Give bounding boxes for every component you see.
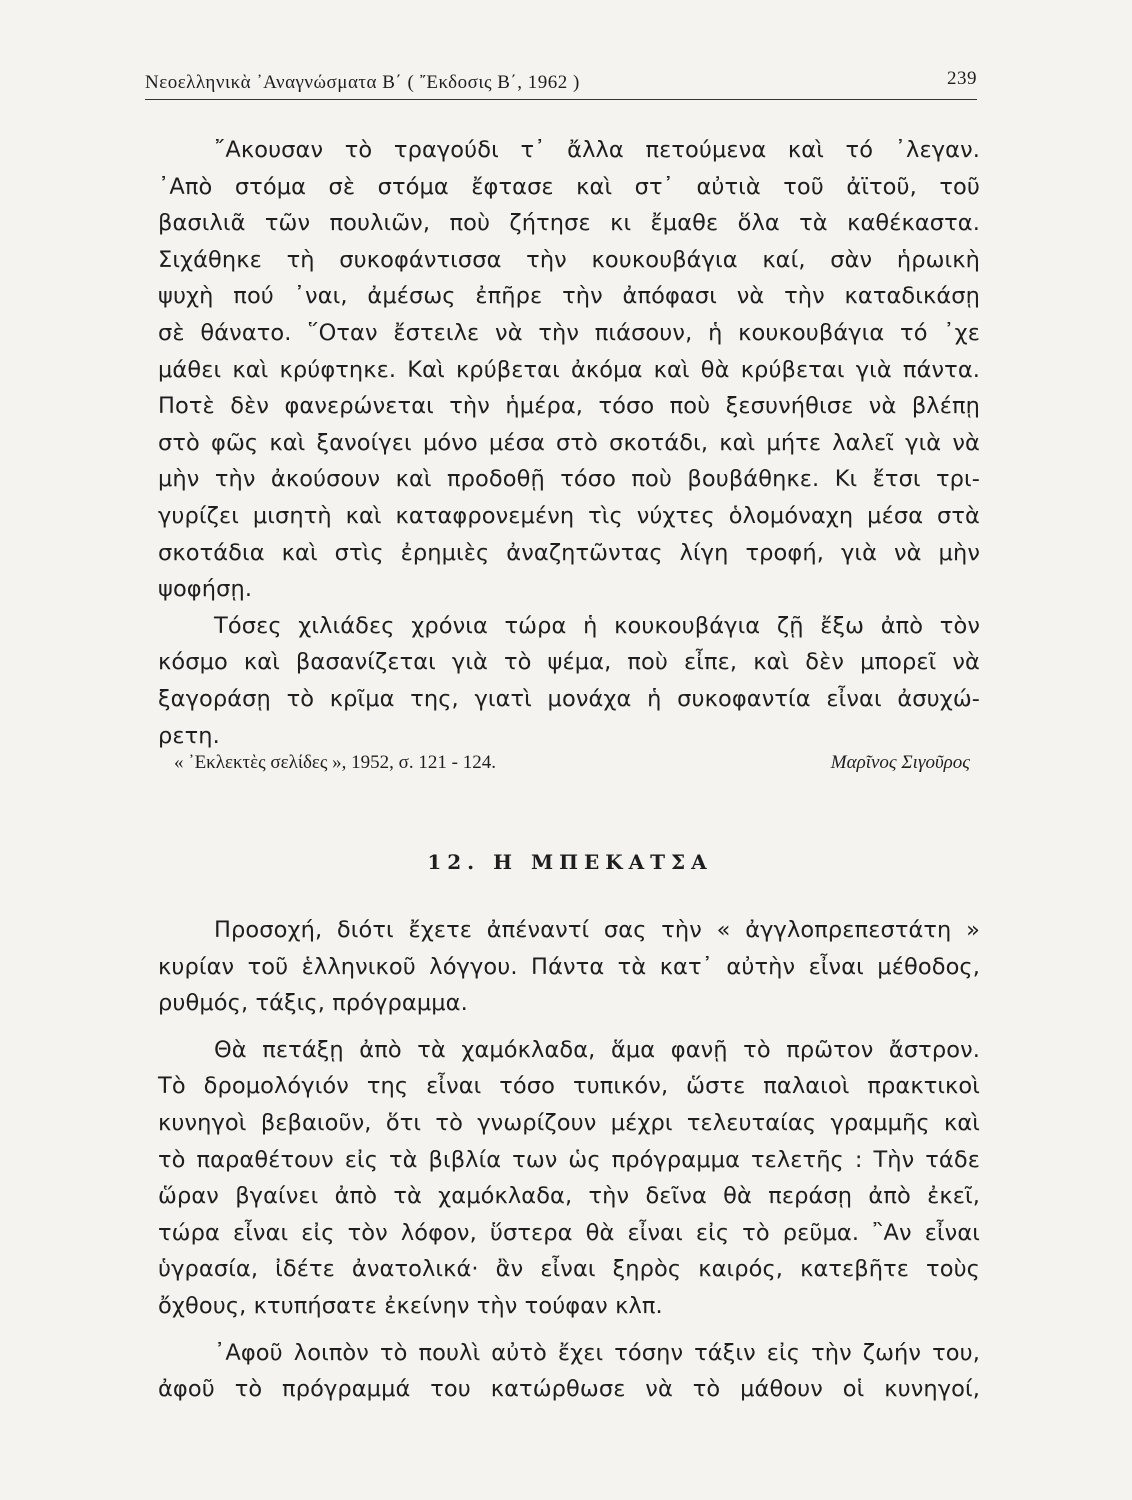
header-rule <box>145 99 977 100</box>
text-line: ᾿Αφοῦ λοιπὸν τὸ πουλὶ αὐτὸ ἔχει τόσην τάξιν εἰς τὴν ζωήν του, <box>214 1339 980 1366</box>
paragraph <box>158 912 980 1022</box>
text-line: μάθει καὶ κρύφτηκε. Καὶ κρύβεται ἀκόμα καὶ θὰ κρύβεται γιὰ πάντα. <box>158 356 980 383</box>
text-line: Τόσες χιλιάδες χρόνια τώρα ἡ κουκουβάγια ζῇ ἔξω ἀπὸ τὸν <box>214 612 980 639</box>
text-line: Τὸ δρομολόγιόν της εἶναι τόσο τυπικόν, ὥστε παλαιοὶ πρακτικοὶ <box>158 1073 980 1100</box>
text-line: κυρίαν τοῦ ἑλληνικοῦ λόγγου. Πάντα τὰ κατ᾿ αὐτὴν εἶναι μέθοδος, <box>158 953 980 980</box>
paragraph <box>158 608 980 754</box>
text-line: ρυθμός, τάξις, πρόγραμμα. <box>158 990 468 1017</box>
text-line: ῎Ακουσαν τὸ τραγούδι τ᾿ ἄλλα πετούμενα καὶ τό ᾿λεγαν. <box>214 137 980 163</box>
text-line: ψυχὴ πού ᾿ναι, ἀμέσως ἐπῆρε τὴν ἀπόφασι νὰ τὴν καταδικάσῃ <box>158 283 980 310</box>
paragraph <box>158 1032 980 1325</box>
page-number: 239 <box>947 68 977 89</box>
text-line: μὴν τὴν ἀκούσουν καὶ προδοθῇ τόσο ποὺ βουβάθηκε. Κι ἔτσι τρι- <box>158 466 980 493</box>
author-name: Μαρῖνος Σιγοῦρος <box>830 752 970 773</box>
paragraph-gap <box>158 1325 980 1335</box>
woodcock-chapter-text <box>158 912 980 1408</box>
paragraph <box>158 132 980 608</box>
text-line: ξαγοράσῃ τὸ κρῖμα της, γιατὶ μονάχα ἡ συκοφαντία εἶναι ἀσυχώ- <box>158 685 980 712</box>
running-header <box>145 68 977 98</box>
running-title: Νεοελληνικὰ ᾿Αναγνώσματα Β΄ ( ῎Εκδοσις Β΄, 1962 ) <box>145 72 580 93</box>
text-line: ὄχθους, κτυπήσατε ἐκείνην τὴν τούφαν κλπ. <box>158 1292 663 1319</box>
text-line: Σιχάθηκε τὴ συκοφάντισσα τὴν κουκουβάγια καί, σὰν ἡρωικὴ <box>158 246 980 273</box>
text-line: γυρίζει μισητὴ καὶ καταφρονεμένη τὶς νύχτες ὁλομόναχη μέσα στὰ <box>158 502 980 529</box>
text-line: κυνηγοὶ βεβαιοῦν, ὅτι τὸ γνωρίζουν μέχρι τελευταίας γραμμῆς καὶ <box>158 1109 980 1136</box>
text-line: Ποτὲ δὲν φανερώνεται τὴν ἡμέρα, τόσο ποὺ ξεσυνήθισε νὰ βλέπῃ <box>158 393 980 420</box>
chapter-title: 12. Η ΜΠΕΚΑΤΣΑ <box>427 850 713 874</box>
text-line: σὲ θάνατο. ῞Οταν ἔστειλε νὰ τὴν πιάσουν, ἡ κουκουβάγια τό ᾿χε <box>158 319 980 346</box>
text-line: κόσμο καὶ βασανίζεται γιὰ τὸ ψέμα, ποὺ εἶπε, καὶ δὲν μπορεῖ νὰ <box>158 649 980 676</box>
text-line: σκοτάδια καὶ στὶς ἐρημιὲς ἀναζητῶντας λίγη τροφή, γιὰ νὰ μὴν <box>158 539 980 566</box>
text-line: τὸ παραθέτουν εἰς τὰ βιβλία των ὡς πρόγραμμα τελετῆς : Τὴν τάδε <box>158 1146 980 1173</box>
source-reference: « ᾿Εκλεκτὲς σελίδες », 1952, σ. 121 - 124. <box>174 752 496 773</box>
text-line: ρετη. <box>158 722 220 749</box>
owl-story-conclusion <box>158 132 980 754</box>
text-line: ἀφοῦ τὸ πρόγραμμά του κατώρθωσε νὰ τὸ μάθουν οἱ κυνηγοί, <box>158 1376 980 1403</box>
text-line: στὸ φῶς καὶ ξανοίγει μόνο μέσα στὸ σκοτάδι, καὶ μήτε λαλεῖ γιὰ νὰ <box>158 429 980 456</box>
text-line: Προσοχή, διότι ἔχετε ἀπέναντί σας τὴν « ἀγγλοπρεπεστάτη » <box>214 917 980 943</box>
text-line: ᾿Απὸ στόμα σὲ στόμα ἔφτασε καὶ στ᾿ αὐτιὰ τοῦ ἀϊτοῦ, τοῦ <box>158 173 980 200</box>
text-line: τώρα εἶναι εἰς τὸν λόφον, ὕστερα θὰ εἶναι εἰς τὸ ρεῦμα. ῍Αν εἶναι <box>158 1219 980 1246</box>
text-line: βασιλιᾶ τῶν πουλιῶν, ποὺ ζήτησε κι ἔμαθε ὅλα τὰ καθέκαστα. <box>158 210 980 237</box>
text-line: Θὰ πετάξῃ ἀπὸ τὰ χαμόκλαδα, ἅμα φανῇ τὸ πρῶτον ἄστρον. <box>214 1036 980 1063</box>
text-line: ὑγρασία, ἰδέτε ἀνατολικά· ἂν εἶναι ξηρὸς καιρός, κατεβῆτε τοὺς <box>158 1256 980 1283</box>
text-line: ψοφήσῃ. <box>158 576 253 603</box>
paragraph-gap <box>158 1022 980 1032</box>
text-line: ὥραν βγαίνει ἀπὸ τὰ χαμόκλαδα, τὴν δεῖνα θὰ περάσῃ ἀπὸ ἐκεῖ, <box>158 1183 980 1210</box>
paragraph <box>158 1335 980 1408</box>
